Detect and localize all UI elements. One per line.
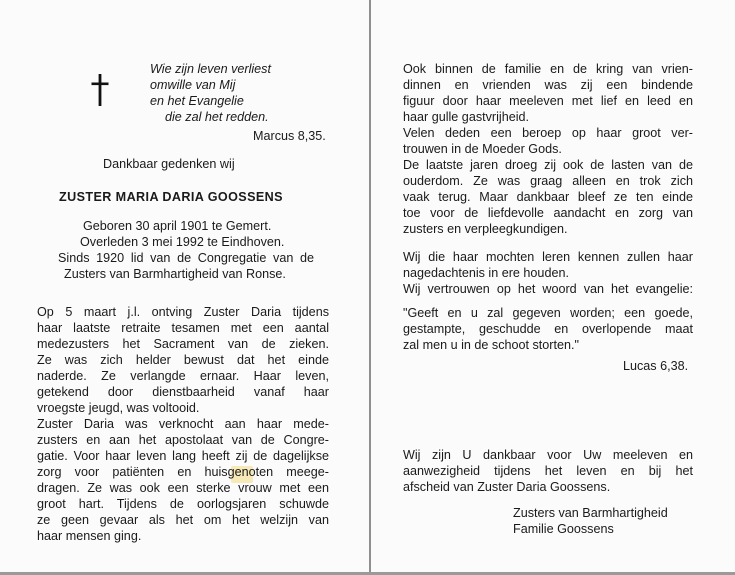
- paragraph-line: dinnen en vrienden was zij een bindende: [403, 78, 693, 92]
- paragraph-line: figuur door haar meeleven met lief en leed en: [403, 94, 693, 108]
- paragraph-line: zusters en verpleegkundigen.: [403, 222, 568, 236]
- body-line: dragen. Ze was ook een sterke vrouw met een: [37, 481, 329, 495]
- cross-icon: [90, 73, 110, 107]
- body-line: gatie. Voor haar leven lang heeft zij de dagelijkse: [37, 449, 329, 463]
- quote-line: die zal het redden.: [165, 110, 269, 124]
- body-line: haar mensen ging.: [37, 529, 142, 543]
- paragraph-line: De laatste jaren droeg zij ook de lasten van de: [403, 158, 693, 172]
- body-line: groot hart. Tijdens de oorlogsjaren schuwde: [37, 497, 329, 511]
- bio-line: Sinds 1920 lid van de Congregatie van de: [58, 251, 314, 265]
- paragraph-line: Ook binnen de familie en de kring van vrien-: [403, 62, 693, 76]
- body-line: Zuster Daria was verknocht aan haar mede-: [37, 417, 329, 431]
- body-line: haar laatste retraite tesamen met een aantal: [37, 321, 329, 335]
- paragraph-line: trouwen in de Moeder Gods.: [403, 142, 562, 156]
- body-line: medezusters het Sacrament van de zieken.: [37, 337, 329, 351]
- body-line: zorg voor patiënten en huisgenoten meege-: [37, 465, 329, 479]
- body-line: ze geen gevaar als het om het welzijn van: [37, 513, 329, 527]
- paragraph-line: nagedachtenis in ere houden.: [403, 266, 569, 280]
- quote-line: Wie zijn leven verliest: [150, 62, 271, 76]
- gospel-quote-reference: Lucas 6,38.: [623, 359, 689, 373]
- body-line: vroegste jeugd, was voltooid.: [37, 401, 200, 415]
- paragraph-line: haar gulle gastvrijheid.: [403, 110, 530, 124]
- paragraph-line: ouderdom. Ze was graag alleen en trok zich: [403, 174, 693, 188]
- gospel-quote-line: zal men u in de schoot storten.": [403, 338, 579, 352]
- quote-line: en het Evangelie: [150, 94, 244, 108]
- intro-text: Dankbaar gedenken wij: [103, 157, 235, 171]
- paragraph-line: vaak terug. Maar dankbaar bleef ze ten einde: [403, 190, 693, 204]
- thanks-line: afscheid van Zuster Daria Goossens.: [403, 480, 611, 494]
- thanks-line: Wij zijn U dankbaar voor Uw meeleven en: [403, 448, 693, 462]
- paragraph-line: Velen deden een beroep op haar groot ver-: [403, 126, 693, 140]
- quote-line: omwille van Mij: [150, 78, 236, 92]
- body-line: Ze was zich helder bewust dat het einde: [37, 353, 329, 367]
- quote-reference: Marcus 8,35.: [253, 129, 326, 143]
- signoff-line: Familie Goossens: [513, 522, 614, 536]
- bio-line: Overleden 3 mei 1992 te Eindhoven.: [80, 235, 285, 249]
- body-line: zusters en aan het apostolaat van de Congre-: [37, 433, 329, 447]
- bio-line: Geboren 30 april 1901 te Gemert.: [83, 219, 272, 233]
- deceased-name: ZUSTER MARIA DARIA GOOSSENS: [59, 190, 283, 204]
- thanks-line: aanwezigheid tijdens het leven en bij het: [403, 464, 693, 478]
- gospel-quote-line: gestampte, geschudde en overlopende maat: [403, 322, 693, 336]
- body-line: Op 5 maart j.l. ontving Zuster Daria tijdens: [37, 305, 329, 319]
- paragraph-line: Wij die haar mochten leren kennen zullen haar: [403, 250, 693, 264]
- body-line: naderde. Ze verlangde ernaar. Haar leven,: [37, 369, 329, 383]
- gospel-quote-line: "Geeft en u zal gegeven worden; een goede,: [403, 306, 693, 320]
- signoff-line: Zusters van Barmhartigheid: [513, 506, 668, 520]
- paragraph-line: toe voor de liefdevolle aandacht en zorg van: [403, 206, 693, 220]
- body-line: getekend door dienstbaarheid vanaf haar: [37, 385, 329, 399]
- bio-line: Zusters van Barmhartigheid van Ronse.: [64, 267, 286, 281]
- paragraph-line: Wij vertrouwen op het woord van het evangelie:: [403, 282, 693, 296]
